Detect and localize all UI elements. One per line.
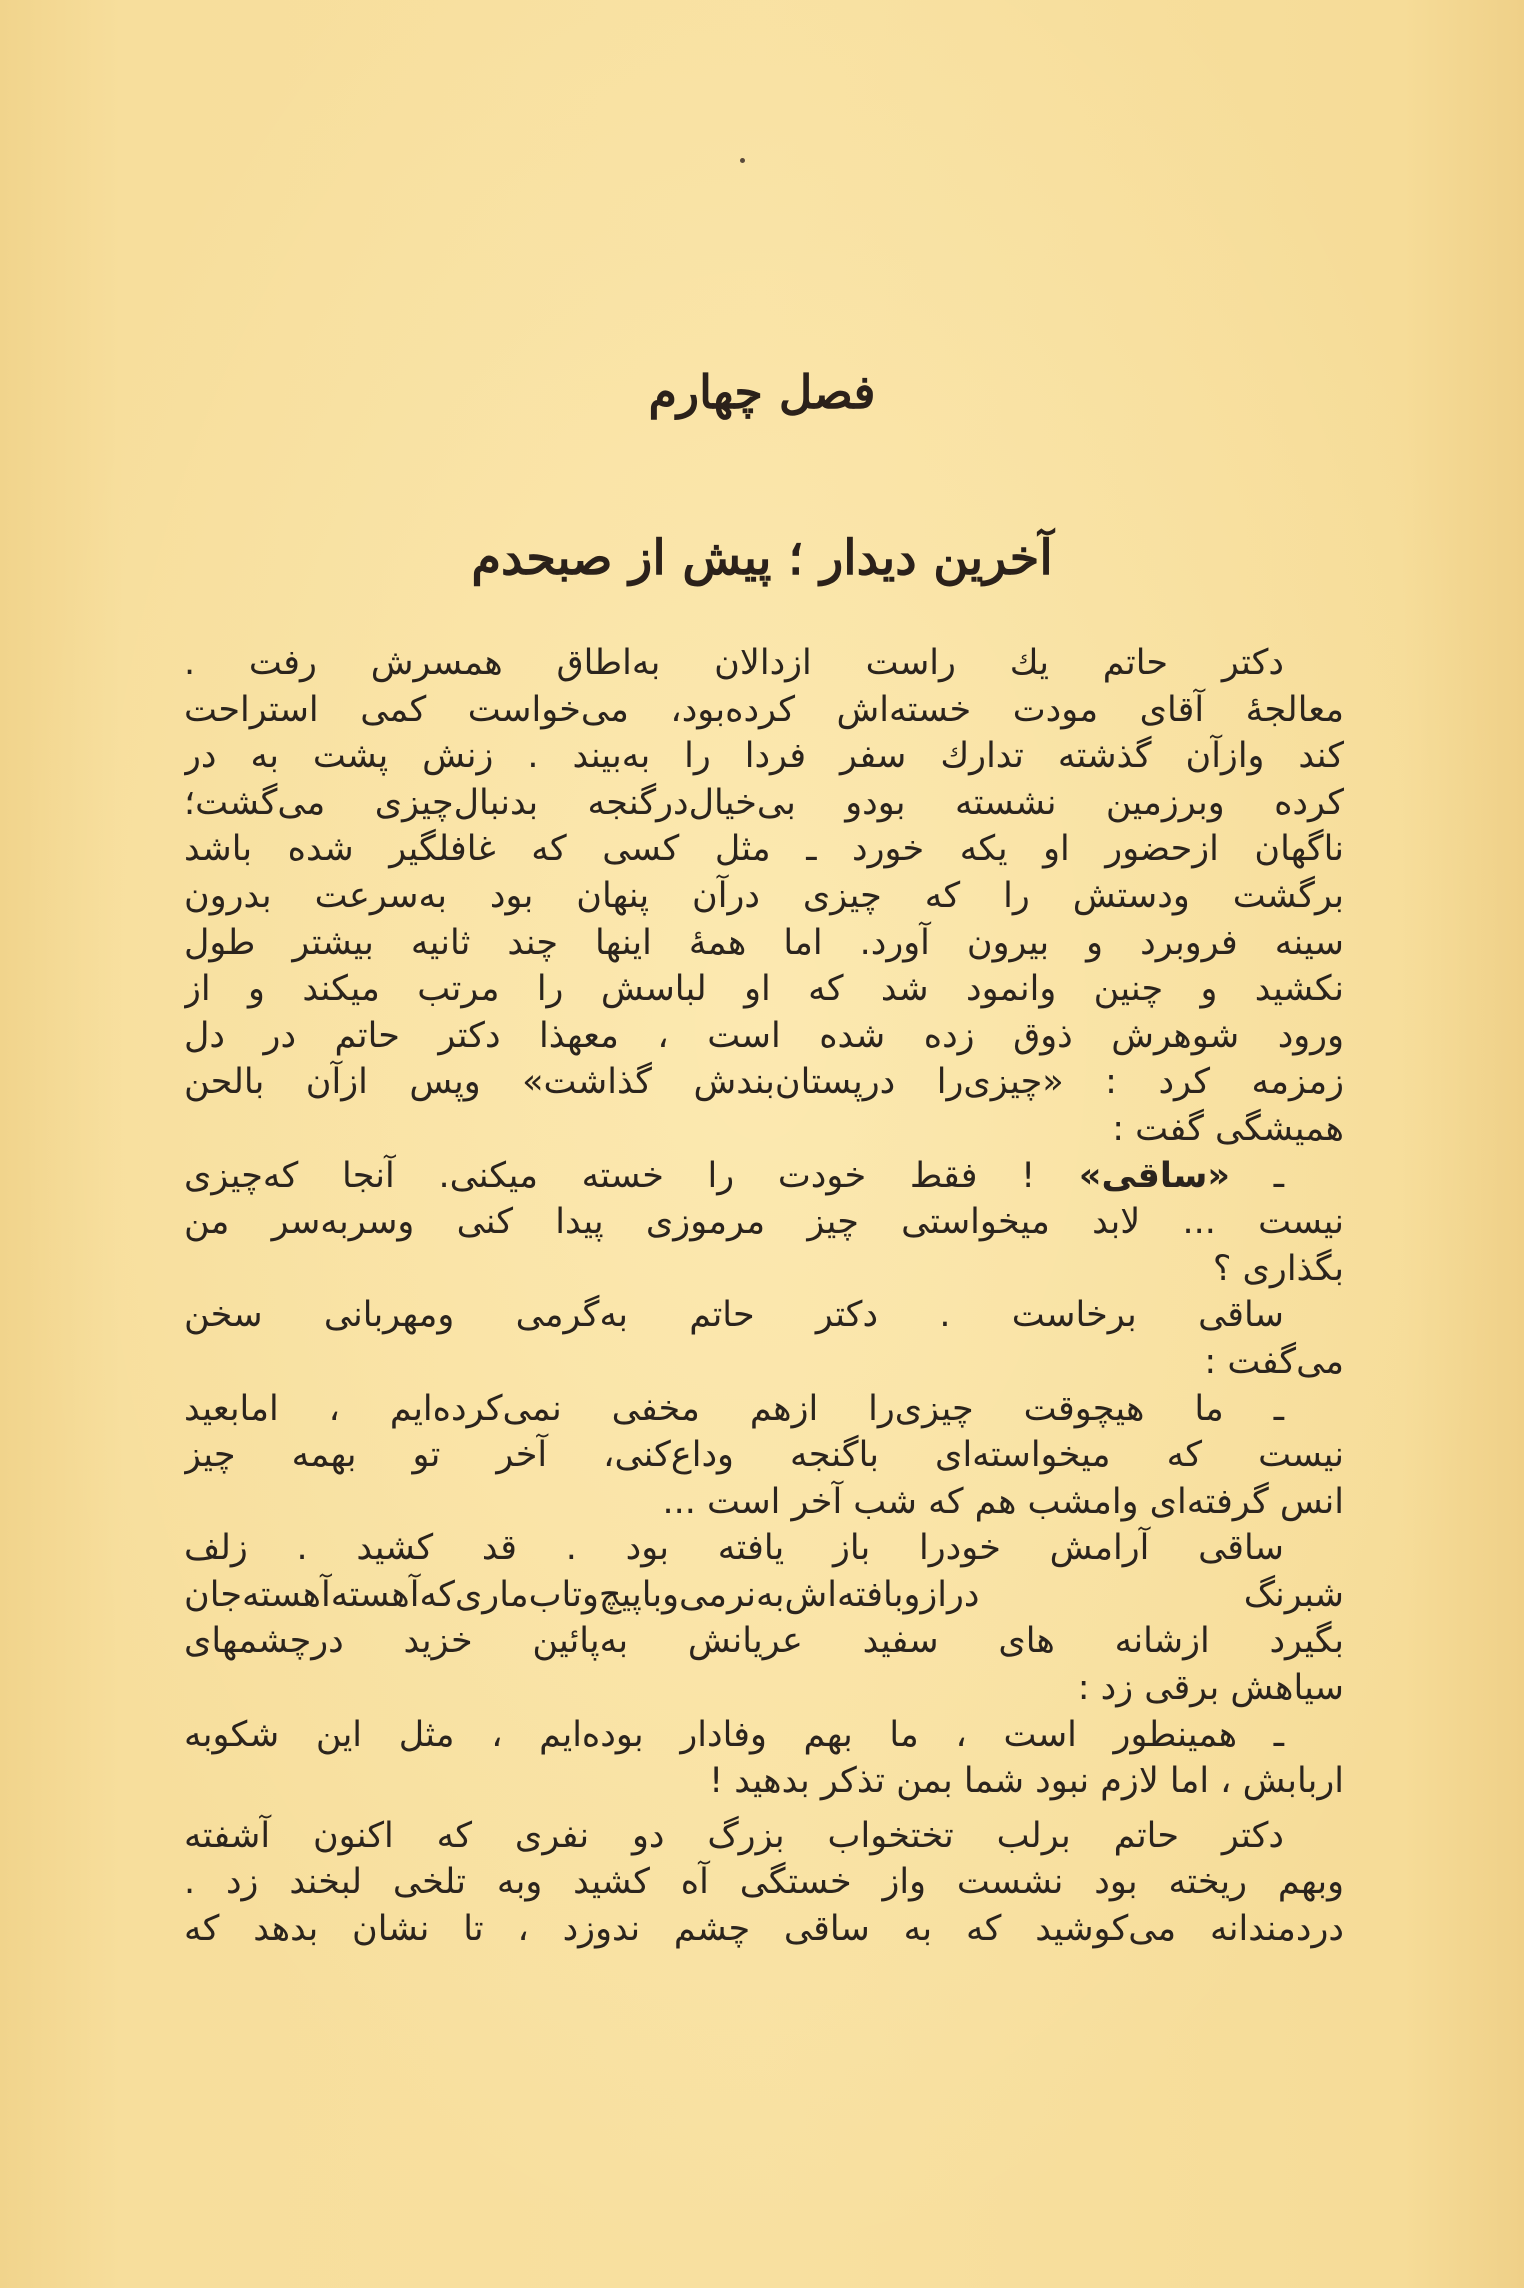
text-line: دکتر حاتم یك راست ازدالان به‌اطاق همسرش رفت . — [184, 643, 1284, 683]
text-line: معالجهٔ آقای مودت خسته‌اش کرده‌بود، می‌خواست کمی استراحت — [184, 689, 1344, 730]
text-line: برگشت ودستش را که چیزی درآن پنهان بود به‌سرعت بدرون — [184, 875, 1344, 916]
text-line: نیست که میخواسته‌ای باگنجه وداع‌کنی، آخر تو بهمه چیز — [184, 1435, 1344, 1476]
text-fragment: ! فقط خودت را خسته میکنی. آنجا که‌چیزی — [184, 1155, 1036, 1196]
text-line: وبهم ریخته بود نشست واز خستگی آه کشید وبه تلخی لبخند زد . — [184, 1862, 1344, 1903]
text-line: اربابش ، اما لازم نبود شما بمن تذکر بدهید ! — [709, 1761, 1344, 1802]
text-line: نیست ... لابد میخواستی چیز مرموزی پیدا کنی وسربه‌سر من — [184, 1202, 1344, 1243]
bold-name: «ساقی» — [1078, 1155, 1231, 1196]
body-text — [184, 640, 1344, 2200]
text-line: انس گرفته‌ای وامشب هم که شب آخر است ... — [662, 1481, 1344, 1522]
text-line: نکشید و چنین وانمود شد که او لباسش را مرتب میکند و از — [184, 969, 1344, 1010]
text-line: می‌گفت : — [1204, 1341, 1344, 1382]
text-line: ـ ما هیچوقت چیزی‌را ازهم مخفی نمی‌کرده‌ایم ، امابعید — [184, 1388, 1284, 1429]
text-line: زمزمه کرد : «چیزی‌را درپستان‌بندش گذاشت» وپس ازآن بالحن — [184, 1062, 1344, 1103]
text-line: ـ «ساقی» ! فقط خودت را خسته میکنی. آنجا که‌چیزی — [184, 1155, 1284, 1196]
text-line: دکتر حاتم برلب تختخواب بزرگ دو نفری که اکنون آشفته — [184, 1815, 1284, 1856]
text-line: بگیرد ازشانه های سفید عریانش به‌پائین خزید درچشمهای — [184, 1621, 1344, 1662]
text-line: سیاهش برقی زد : — [1077, 1668, 1344, 1709]
text-line: بگذاری ؟ — [1212, 1248, 1344, 1289]
text-line: شبرنگ درازوبافته‌اش‌به‌نرمی‌وباپیچ‌وتاب‌ماری‌که‌آهسته‌آهسته‌جان — [184, 1574, 1344, 1615]
text-line: دردمندانه می‌کوشید که به ساقی چشم ندوزد ، تا نشان بدهد که — [184, 1909, 1344, 1950]
text-line: ناگهان ازحضور او یکه خورد ـ مثل کسی که غافلگیر شده باشد — [184, 829, 1344, 870]
chapter-title: فصل چهارم — [648, 365, 876, 419]
paper-speck — [740, 158, 745, 163]
text-line: همیشگی گفت : — [1112, 1108, 1344, 1149]
text-line: ساقی برخاست . دکتر حاتم به‌گرمی ومهربانی سخن — [184, 1295, 1284, 1336]
text-line: ساقی آرامش خودرا باز یافته بود . قد کشید . زلف — [184, 1528, 1284, 1569]
text-line: ـ همینطور است ، ما بهم وفادار بوده‌ایم ، مثل این شکوبه — [184, 1714, 1284, 1755]
text-line: کرده وبرزمین نشسته بودو بی‌خیال‌درگنجه بدنبال‌چیزی می‌گشت؛ — [184, 782, 1344, 823]
section-title: آخرین دیدار ؛ پیش از صبحدم — [471, 530, 1053, 586]
text-line: سینه فروبرد و بیرون آورد. اما همهٔ اینها چند ثانیه بیشتر طول — [184, 922, 1344, 963]
text-line: کند وازآن گذشته تدارك سفر فردا را به‌بیند . زنش پشت به در — [184, 736, 1344, 777]
text-line: ورود شوهرش ذوق زده شده است ، معهذا دکتر حاتم در دل — [184, 1015, 1344, 1056]
